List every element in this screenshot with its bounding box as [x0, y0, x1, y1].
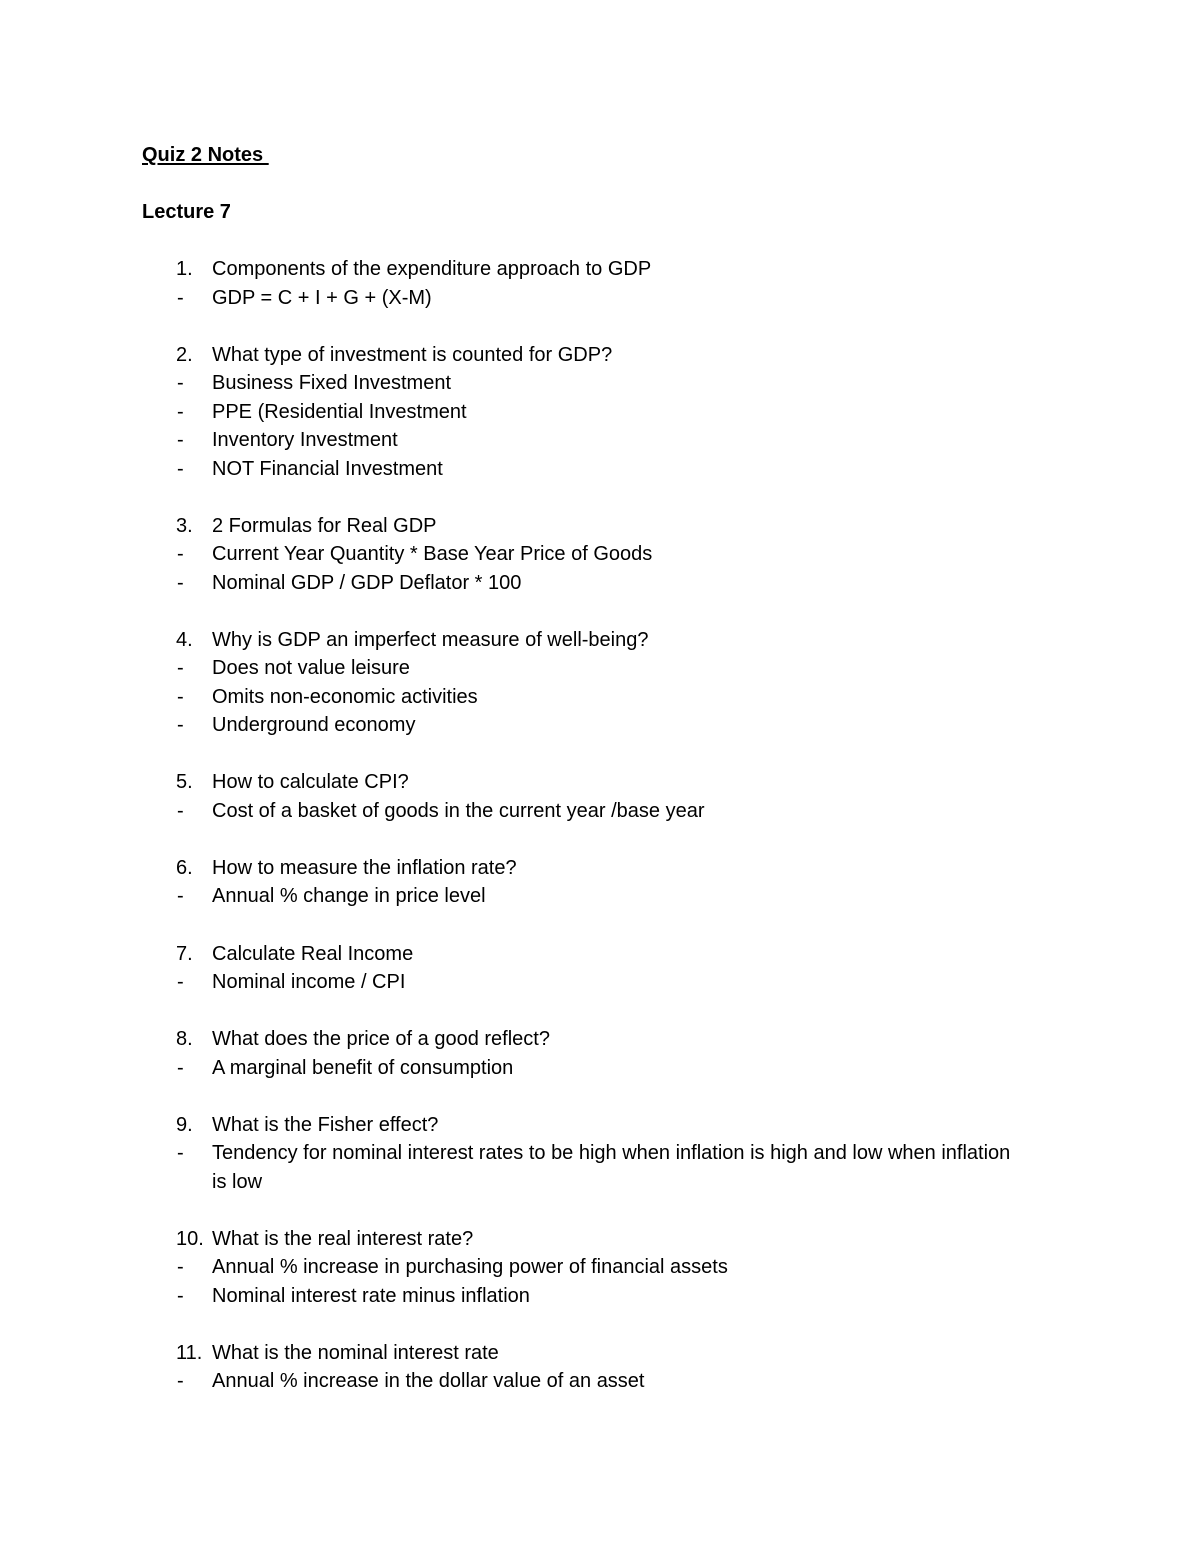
answer-row	[0, 284, 1200, 313]
question-text: What is the real interest rate?	[212, 1227, 474, 1250]
question-row	[0, 1025, 1200, 1054]
question-number: 11.	[176, 1341, 203, 1364]
question-text: Calculate Real Income	[212, 942, 414, 965]
answer-text: Current Year Quantity * Base Year Price of Goods	[212, 543, 653, 566]
bullet-dash-icon: -	[177, 799, 184, 822]
question-item	[0, 940, 1200, 997]
question-text: What is the Fisher effect?	[212, 1113, 439, 1136]
question-row	[0, 1339, 1200, 1368]
answer-row	[0, 569, 1200, 598]
answer-row	[0, 426, 1200, 455]
question-item	[0, 626, 1200, 740]
question-number: 1.	[176, 258, 193, 280]
bullet-dash-icon: -	[177, 286, 184, 309]
document-title: Quiz 2 Notes	[142, 144, 269, 166]
question-number: 10.	[176, 1227, 204, 1250]
question-text: 2 Formulas for Real GDP	[212, 514, 437, 537]
answer-row	[0, 711, 1200, 740]
bullet-dash-icon: -	[177, 429, 184, 452]
question-item	[0, 341, 1200, 484]
question-number: 6.	[176, 856, 193, 879]
question-item	[0, 1339, 1200, 1396]
bullet-dash-icon: -	[177, 1256, 184, 1279]
question-number: 8.	[176, 1028, 193, 1051]
question-text: How to measure the inflation rate?	[212, 856, 517, 879]
question-number: 4.	[176, 628, 193, 651]
answer-row	[0, 797, 1200, 826]
question-text: Why is GDP an imperfect measure of well-being?	[212, 628, 649, 651]
question-item	[0, 1225, 1200, 1311]
bullet-dash-icon: -	[177, 372, 184, 395]
bullet-dash-icon: -	[177, 1284, 184, 1307]
answer-text: Inventory Investment	[212, 429, 398, 452]
answer-row	[0, 398, 1200, 427]
answer-row	[0, 1253, 1200, 1282]
section-heading: Lecture 7	[142, 201, 231, 223]
question-number: 2.	[176, 343, 193, 366]
bullet-dash-icon: -	[177, 885, 184, 908]
answer-row	[0, 369, 1200, 398]
question-row	[0, 626, 1200, 655]
question-item	[0, 768, 1200, 825]
answer-text: Omits non-economic activities	[212, 685, 478, 708]
bullet-dash-icon: -	[177, 714, 184, 737]
answer-text: Tendency for nominal interest rates to be high when inflation is high and low when inflation is low	[212, 1142, 1011, 1193]
answer-text: PPE (Residential Investment	[212, 400, 467, 423]
bullet-dash-icon: -	[177, 1142, 184, 1165]
answer-text: Business Fixed Investment	[212, 372, 451, 395]
question-text: Components of the expenditure approach to GDP	[212, 258, 652, 280]
question-number: 7.	[176, 942, 193, 965]
question-number: 5.	[176, 771, 193, 794]
bullet-dash-icon: -	[177, 657, 184, 680]
bullet-dash-icon: -	[177, 685, 184, 708]
answer-text: Annual % increase in purchasing power of financial assets	[212, 1256, 728, 1279]
bullet-dash-icon: -	[177, 543, 184, 566]
answer-text: NOT Financial Investment	[212, 457, 443, 480]
answer-text: Annual % change in price level	[212, 885, 486, 908]
question-row	[0, 768, 1200, 797]
question-item	[0, 1025, 1200, 1082]
answer-text: Nominal interest rate minus inflation	[212, 1284, 530, 1307]
answer-text: Nominal income / CPI	[212, 971, 406, 994]
question-row	[0, 255, 1200, 284]
question-item	[0, 1111, 1200, 1197]
question-row	[0, 940, 1200, 969]
answer-row	[0, 654, 1200, 683]
answer-text: Nominal GDP / GDP Deflator * 100	[212, 571, 522, 594]
answer-text: GDP = C + I + G + (X-M)	[212, 286, 432, 309]
answer-text: Cost of a basket of goods in the current year /base year	[212, 799, 705, 822]
answer-row	[0, 1282, 1200, 1311]
answer-text: Annual % increase in the dollar value of an asset	[212, 1370, 645, 1393]
bullet-dash-icon: -	[177, 1056, 184, 1079]
answer-row	[0, 1139, 1200, 1196]
question-item	[0, 512, 1200, 598]
question-text: What does the price of a good reflect?	[212, 1028, 550, 1051]
answer-row	[0, 1367, 1200, 1396]
question-number: 9.	[176, 1113, 193, 1136]
question-row	[0, 1225, 1200, 1254]
question-number: 3.	[176, 514, 193, 537]
question-row	[0, 512, 1200, 541]
question-item	[0, 854, 1200, 911]
question-text: How to calculate CPI?	[212, 771, 409, 794]
question-text: What type of investment is counted for GDP?	[212, 343, 613, 366]
question-row	[0, 854, 1200, 883]
bullet-dash-icon: -	[177, 971, 184, 994]
answer-text: Underground economy	[212, 714, 416, 737]
question-text: What is the nominal interest rate	[212, 1341, 499, 1364]
answer-row	[0, 683, 1200, 712]
bullet-dash-icon: -	[177, 400, 184, 423]
question-row	[0, 1111, 1200, 1140]
answer-text: A marginal benefit of consumption	[212, 1056, 514, 1079]
answer-row	[0, 882, 1200, 911]
answer-row	[0, 455, 1200, 484]
answer-row	[0, 1054, 1200, 1083]
question-row	[0, 341, 1200, 370]
question-item	[0, 255, 1200, 312]
answer-row	[0, 968, 1200, 997]
bullet-dash-icon: -	[177, 1370, 184, 1393]
bullet-dash-icon: -	[177, 457, 184, 480]
answer-row	[0, 540, 1200, 569]
bullet-dash-icon: -	[177, 571, 184, 594]
question-list	[0, 255, 1200, 1425]
answer-text: Does not value leisure	[212, 657, 410, 680]
